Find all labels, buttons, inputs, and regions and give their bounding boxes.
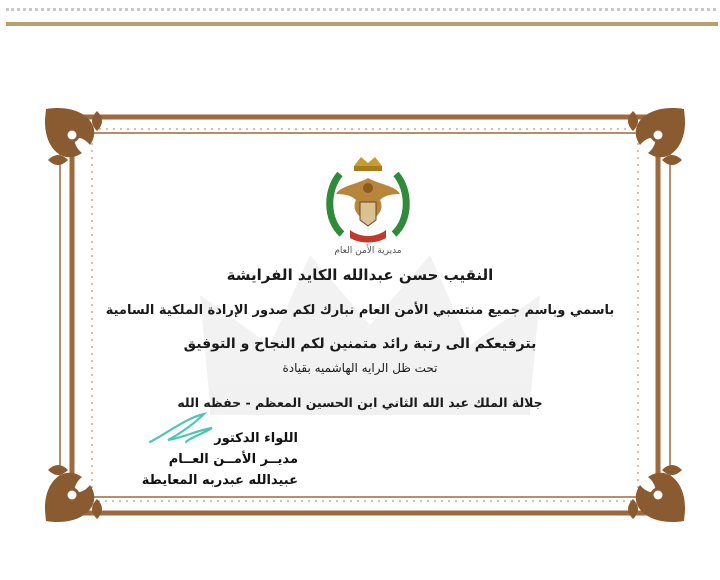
body-line-3: تحت ظل الرايه الهاشميه بقيادة <box>282 361 438 375</box>
top-gold-rule <box>6 22 718 26</box>
signatory-rank: اللواء الدكتور <box>214 431 298 446</box>
recipient-line: النقيب حسن عبدالله الكايد الفرايشة <box>226 266 494 284</box>
signatory-name: عبيدالله عبدربه المعايطة <box>141 473 298 488</box>
signatory-position: مديــر الأمــن العــام <box>168 452 298 467</box>
corner-flourish-icon <box>628 108 685 165</box>
top-dotted-border <box>6 8 716 11</box>
corner-flourish-icon <box>45 108 102 165</box>
body-line-2: بترفيعكم الى رتبة رائد متمنين لكم النجاح و التوفيق <box>183 336 537 352</box>
body-line-4: جلالة الملك عبد الله الثاني ابن الحسين المعظم - حفظه الله <box>177 395 543 410</box>
signatory-block <box>128 428 298 491</box>
corner-flourish-icon <box>45 465 102 522</box>
emblem-caption: مديرية الأمن العام <box>334 246 402 256</box>
body-line-1: باسمي وباسم جميع منتسبي الأمن العام نبارك لكم صدور الإرادة الملكية السامية <box>105 303 615 318</box>
corner-flourish-icon <box>628 465 685 522</box>
public-security-emblem <box>322 152 414 262</box>
